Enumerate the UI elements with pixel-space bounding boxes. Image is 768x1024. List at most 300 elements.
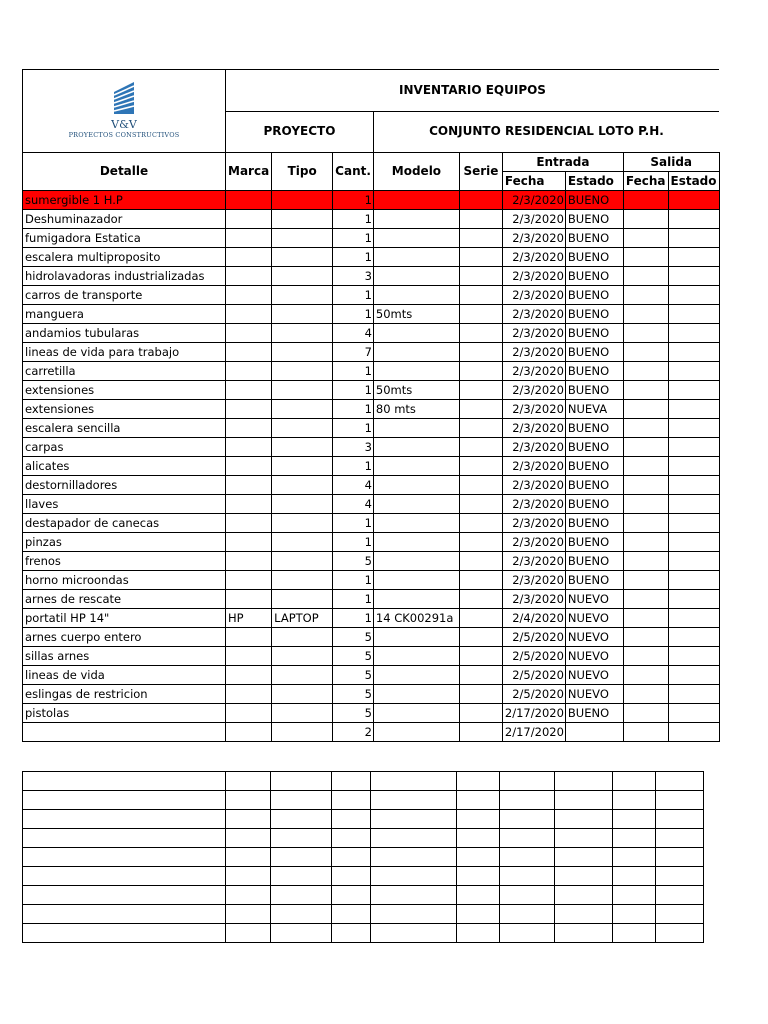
empty-cell — [23, 886, 226, 905]
tipo-cell — [272, 723, 333, 742]
empty-cell — [613, 867, 656, 886]
company-logo — [69, 80, 180, 139]
salida-fecha-cell — [623, 647, 668, 666]
tipo-cell — [272, 305, 333, 324]
modelo-cell — [373, 267, 459, 286]
entrada-fecha-cell: 2/3/2020 — [502, 457, 565, 476]
table-row — [23, 305, 720, 324]
entrada-estado-cell: NUEVO — [565, 628, 623, 647]
empty-row — [23, 829, 704, 848]
serie-cell — [459, 609, 502, 628]
cant-cell: 3 — [333, 438, 374, 457]
marca-cell — [226, 362, 272, 381]
logo-subtitle: PROYECTOS CONSTRUCTIVOS — [68, 131, 180, 139]
tipo-cell — [272, 267, 333, 286]
serie-cell — [459, 400, 502, 419]
tipo-cell — [272, 400, 333, 419]
project-name: CONJUNTO RESIDENCIAL LOTO P.H. — [373, 111, 719, 153]
tipo-cell — [272, 210, 333, 229]
empty-cell — [371, 791, 457, 810]
col-header-marca: Marca — [226, 153, 272, 191]
table-row — [23, 210, 720, 229]
empty-cell — [457, 867, 500, 886]
detalle-cell: carretilla — [23, 362, 226, 381]
empty-row — [23, 791, 704, 810]
cant-cell: 1 — [333, 305, 374, 324]
salida-fecha-cell — [623, 400, 668, 419]
cant-cell: 1 — [333, 248, 374, 267]
marca-cell — [226, 210, 272, 229]
modelo-cell — [373, 552, 459, 571]
salida-fecha-cell — [623, 590, 668, 609]
cant-cell: 2 — [333, 723, 374, 742]
serie-cell — [459, 685, 502, 704]
table-row — [23, 514, 720, 533]
building-logo-icon — [112, 80, 136, 114]
entrada-estado-cell: NUEVO — [565, 590, 623, 609]
tipo-cell — [272, 685, 333, 704]
salida-estado-cell — [668, 210, 719, 229]
empty-cell — [656, 791, 704, 810]
empty-cell — [23, 867, 226, 886]
cant-cell: 1 — [333, 609, 374, 628]
empty-cell — [226, 772, 271, 791]
entrada-fecha-cell: 2/3/2020 — [502, 438, 565, 457]
salida-fecha-cell — [623, 514, 668, 533]
salida-fecha-cell — [623, 685, 668, 704]
entrada-estado-cell: BUENO — [565, 305, 623, 324]
detalle-cell: alicates — [23, 457, 226, 476]
modelo-cell — [373, 571, 459, 590]
entrada-estado-cell: BUENO — [565, 495, 623, 514]
empty-cell — [457, 810, 500, 829]
empty-cell — [500, 848, 555, 867]
inventory-table — [22, 69, 720, 742]
entrada-estado-cell: BUENO — [565, 571, 623, 590]
serie-cell — [459, 343, 502, 362]
blank-table — [22, 771, 704, 943]
salida-fecha-cell — [623, 210, 668, 229]
serie-cell — [459, 514, 502, 533]
marca-cell — [226, 590, 272, 609]
entrada-fecha-cell: 2/5/2020 — [502, 666, 565, 685]
modelo-cell — [373, 229, 459, 248]
detalle-cell: pistolas — [23, 704, 226, 723]
salida-estado-cell — [668, 704, 719, 723]
marca-cell — [226, 628, 272, 647]
tipo-cell — [272, 229, 333, 248]
detalle-cell: destapador de canecas — [23, 514, 226, 533]
marca-cell: HP — [226, 609, 272, 628]
cant-cell: 1 — [333, 286, 374, 305]
serie-cell — [459, 666, 502, 685]
empty-cell — [656, 848, 704, 867]
salida-fecha-cell — [623, 628, 668, 647]
empty-cell — [613, 791, 656, 810]
empty-cell — [332, 924, 371, 943]
entrada-fecha-cell: 2/3/2020 — [502, 381, 565, 400]
col-header-tipo: Tipo — [272, 153, 333, 191]
entrada-fecha-cell: 2/3/2020 — [502, 400, 565, 419]
entrada-estado-cell: BUENO — [565, 343, 623, 362]
salida-estado-cell — [668, 191, 719, 210]
detalle-cell: lineas de vida para trabajo — [23, 343, 226, 362]
salida-fecha-cell — [623, 362, 668, 381]
entrada-fecha-cell: 2/3/2020 — [502, 305, 565, 324]
detalle-cell: andamios tubularas — [23, 324, 226, 343]
detalle-cell: pinzas — [23, 533, 226, 552]
entrada-fecha-cell: 2/3/2020 — [502, 571, 565, 590]
entrada-estado-cell: BUENO — [565, 362, 623, 381]
empty-row — [23, 772, 704, 791]
empty-cell — [371, 772, 457, 791]
entrada-estado-cell: BUENO — [565, 457, 623, 476]
empty-cell — [226, 867, 271, 886]
modelo-cell — [373, 419, 459, 438]
detalle-cell: manguera — [23, 305, 226, 324]
detalle-cell: fumigadora Estatica — [23, 229, 226, 248]
empty-cell — [371, 886, 457, 905]
empty-cell — [371, 905, 457, 924]
empty-cell — [500, 867, 555, 886]
modelo-cell: 14 CK00291a — [373, 609, 459, 628]
serie-cell — [459, 704, 502, 723]
tipo-cell — [272, 324, 333, 343]
marca-cell — [226, 704, 272, 723]
empty-cell — [271, 810, 332, 829]
tipo-cell — [272, 590, 333, 609]
salida-fecha-cell — [623, 324, 668, 343]
empty-cell — [23, 772, 226, 791]
modelo-cell — [373, 590, 459, 609]
empty-cell — [23, 924, 226, 943]
serie-cell — [459, 552, 502, 571]
empty-cell — [371, 810, 457, 829]
col-header-detalle: Detalle — [23, 153, 226, 191]
empty-row — [23, 848, 704, 867]
detalle-cell: escalera multiproposito — [23, 248, 226, 267]
cant-cell: 1 — [333, 210, 374, 229]
document-title: INVENTARIO EQUIPOS — [226, 70, 720, 112]
salida-estado-cell — [668, 514, 719, 533]
empty-cell — [500, 791, 555, 810]
empty-cell — [656, 905, 704, 924]
tipo-cell — [272, 191, 333, 210]
entrada-estado-cell: BUENO — [565, 324, 623, 343]
modelo-cell — [373, 666, 459, 685]
table-row — [23, 438, 720, 457]
tipo-cell — [272, 362, 333, 381]
empty-cell — [656, 867, 704, 886]
serie-cell — [459, 267, 502, 286]
salida-estado-cell — [668, 571, 719, 590]
empty-cell — [555, 924, 613, 943]
entrada-estado-cell: BUENO — [565, 419, 623, 438]
tipo-cell — [272, 704, 333, 723]
empty-cell — [457, 829, 500, 848]
entrada-estado-cell: BUENO — [565, 476, 623, 495]
table-row — [23, 590, 720, 609]
marca-cell — [226, 191, 272, 210]
empty-cell — [555, 848, 613, 867]
entrada-fecha-cell: 2/3/2020 — [502, 286, 565, 305]
entrada-estado-cell — [565, 723, 623, 742]
table-row — [23, 495, 720, 514]
serie-cell — [459, 210, 502, 229]
serie-cell — [459, 571, 502, 590]
empty-cell — [457, 905, 500, 924]
salida-estado-cell — [668, 381, 719, 400]
cant-cell: 5 — [333, 647, 374, 666]
entrada-estado-cell: NUEVO — [565, 647, 623, 666]
marca-cell — [226, 552, 272, 571]
salida-estado-cell — [668, 400, 719, 419]
salida-fecha-cell — [623, 476, 668, 495]
tipo-cell: LAPTOP — [272, 609, 333, 628]
modelo-cell — [373, 362, 459, 381]
table-row — [23, 685, 720, 704]
marca-cell — [226, 457, 272, 476]
serie-cell — [459, 305, 502, 324]
entrada-estado-cell: BUENO — [565, 248, 623, 267]
tipo-cell — [272, 343, 333, 362]
empty-cell — [457, 886, 500, 905]
cant-cell: 4 — [333, 324, 374, 343]
serie-cell — [459, 457, 502, 476]
empty-cell — [656, 886, 704, 905]
salida-fecha-cell — [623, 191, 668, 210]
marca-cell — [226, 571, 272, 590]
entrada-fecha-cell: 2/3/2020 — [502, 362, 565, 381]
entrada-fecha-cell: 2/3/2020 — [502, 590, 565, 609]
table-row — [23, 381, 720, 400]
empty-cell — [457, 924, 500, 943]
empty-cell — [555, 829, 613, 848]
entrada-estado-cell: BUENO — [565, 533, 623, 552]
empty-cell — [500, 810, 555, 829]
table-row — [23, 400, 720, 419]
empty-cell — [332, 848, 371, 867]
marca-cell — [226, 685, 272, 704]
salida-fecha-cell — [623, 723, 668, 742]
serie-cell — [459, 647, 502, 666]
salida-fecha-cell — [623, 552, 668, 571]
salida-fecha-cell — [623, 305, 668, 324]
entrada-estado-cell: BUENO — [565, 229, 623, 248]
serie-cell — [459, 495, 502, 514]
salida-estado-cell — [668, 609, 719, 628]
serie-cell — [459, 419, 502, 438]
salida-estado-cell — [668, 666, 719, 685]
empty-cell — [332, 791, 371, 810]
marca-cell — [226, 381, 272, 400]
empty-cell — [555, 810, 613, 829]
modelo-cell — [373, 533, 459, 552]
serie-cell — [459, 628, 502, 647]
empty-cell — [23, 848, 226, 867]
empty-cell — [457, 848, 500, 867]
empty-cell — [656, 829, 704, 848]
marca-cell — [226, 533, 272, 552]
table-row — [23, 666, 720, 685]
entrada-estado-cell: NUEVA — [565, 400, 623, 419]
detalle-cell: sumergible 1 H.P — [23, 191, 226, 210]
detalle-cell: hidrolavadoras industrializadas — [23, 267, 226, 286]
entrada-fecha-cell: 2/5/2020 — [502, 628, 565, 647]
empty-cell — [332, 772, 371, 791]
table-row — [23, 704, 720, 723]
salida-estado-cell — [668, 552, 719, 571]
salida-estado-cell — [668, 286, 719, 305]
tipo-cell — [272, 628, 333, 647]
marca-cell — [226, 495, 272, 514]
table-row — [23, 628, 720, 647]
table-row — [23, 552, 720, 571]
marca-cell — [226, 514, 272, 533]
cant-cell: 5 — [333, 552, 374, 571]
entrada-fecha-cell: 2/3/2020 — [502, 210, 565, 229]
tipo-cell — [272, 495, 333, 514]
salida-estado-cell — [668, 229, 719, 248]
serie-cell — [459, 533, 502, 552]
salida-estado-cell — [668, 248, 719, 267]
cant-cell: 1 — [333, 362, 374, 381]
empty-row — [23, 924, 704, 943]
empty-cell — [500, 772, 555, 791]
empty-cell — [23, 905, 226, 924]
tipo-cell — [272, 514, 333, 533]
salida-estado-cell — [668, 305, 719, 324]
table-row — [23, 419, 720, 438]
empty-cell — [332, 867, 371, 886]
col-header-modelo: Modelo — [373, 153, 459, 191]
marca-cell — [226, 343, 272, 362]
empty-cell — [332, 905, 371, 924]
empty-cell — [457, 791, 500, 810]
detalle-cell: arnes cuerpo entero — [23, 628, 226, 647]
tipo-cell — [272, 552, 333, 571]
project-label: PROYECTO — [226, 111, 374, 153]
table-row — [23, 476, 720, 495]
empty-cell — [226, 886, 271, 905]
modelo-cell — [373, 343, 459, 362]
tipo-cell — [272, 381, 333, 400]
cant-cell: 1 — [333, 457, 374, 476]
col-header-serie: Serie — [459, 153, 502, 191]
empty-cell — [23, 829, 226, 848]
marca-cell — [226, 723, 272, 742]
empty-row — [23, 905, 704, 924]
empty-cell — [271, 905, 332, 924]
modelo-cell — [373, 685, 459, 704]
modelo-cell — [373, 210, 459, 229]
empty-cell — [371, 848, 457, 867]
empty-cell — [226, 905, 271, 924]
salida-fecha-cell — [623, 248, 668, 267]
salida-fecha-cell — [623, 419, 668, 438]
col-header-entrada: Entrada — [502, 153, 623, 172]
serie-cell — [459, 723, 502, 742]
tipo-cell — [272, 248, 333, 267]
entrada-estado-cell: BUENO — [565, 381, 623, 400]
marca-cell — [226, 438, 272, 457]
col-header-salida-fecha: Fecha — [623, 172, 668, 191]
empty-cell — [555, 772, 613, 791]
detalle-cell: carpas — [23, 438, 226, 457]
empty-cell — [555, 886, 613, 905]
cant-cell: 5 — [333, 628, 374, 647]
tipo-cell — [272, 286, 333, 305]
empty-cell — [226, 924, 271, 943]
table-row — [23, 457, 720, 476]
empty-cell — [555, 867, 613, 886]
entrada-estado-cell: NUEVO — [565, 685, 623, 704]
tipo-cell — [272, 571, 333, 590]
empty-cell — [271, 886, 332, 905]
serie-cell — [459, 381, 502, 400]
serie-cell — [459, 438, 502, 457]
salida-estado-cell — [668, 419, 719, 438]
salida-estado-cell — [668, 476, 719, 495]
empty-cell — [226, 829, 271, 848]
col-header-entrada-fecha: Fecha — [502, 172, 565, 191]
salida-fecha-cell — [623, 609, 668, 628]
detalle-cell: lineas de vida — [23, 666, 226, 685]
entrada-fecha-cell: 2/3/2020 — [502, 476, 565, 495]
detalle-cell: llaves — [23, 495, 226, 514]
detalle-cell: Deshuminazador — [23, 210, 226, 229]
cant-cell: 4 — [333, 495, 374, 514]
tipo-cell — [272, 419, 333, 438]
salida-fecha-cell — [623, 457, 668, 476]
entrada-estado-cell: BUENO — [565, 191, 623, 210]
cant-cell: 5 — [333, 666, 374, 685]
empty-cell — [555, 791, 613, 810]
entrada-fecha-cell: 2/3/2020 — [502, 514, 565, 533]
entrada-fecha-cell: 2/3/2020 — [502, 191, 565, 210]
cant-cell: 4 — [333, 476, 374, 495]
entrada-fecha-cell: 2/3/2020 — [502, 324, 565, 343]
salida-fecha-cell — [623, 381, 668, 400]
empty-cell — [271, 772, 332, 791]
salida-fecha-cell — [623, 343, 668, 362]
cant-cell: 5 — [333, 704, 374, 723]
salida-estado-cell — [668, 324, 719, 343]
empty-cell — [500, 924, 555, 943]
detalle-cell: eslingas de restricion — [23, 685, 226, 704]
entrada-fecha-cell: 2/5/2020 — [502, 647, 565, 666]
col-header-salida: Salida — [623, 153, 719, 172]
salida-fecha-cell — [623, 666, 668, 685]
empty-cell — [226, 810, 271, 829]
serie-cell — [459, 229, 502, 248]
modelo-cell — [373, 723, 459, 742]
tipo-cell — [272, 533, 333, 552]
entrada-estado-cell: NUEVO — [565, 666, 623, 685]
empty-cell — [271, 867, 332, 886]
col-header-cant: Cant. — [333, 153, 374, 191]
serie-cell — [459, 324, 502, 343]
table-row — [23, 267, 720, 286]
salida-fecha-cell — [623, 704, 668, 723]
salida-estado-cell — [668, 438, 719, 457]
empty-cell — [226, 791, 271, 810]
salida-estado-cell — [668, 647, 719, 666]
logo-cell — [23, 70, 226, 153]
empty-cell — [271, 829, 332, 848]
cant-cell: 1 — [333, 229, 374, 248]
entrada-estado-cell: BUENO — [565, 286, 623, 305]
